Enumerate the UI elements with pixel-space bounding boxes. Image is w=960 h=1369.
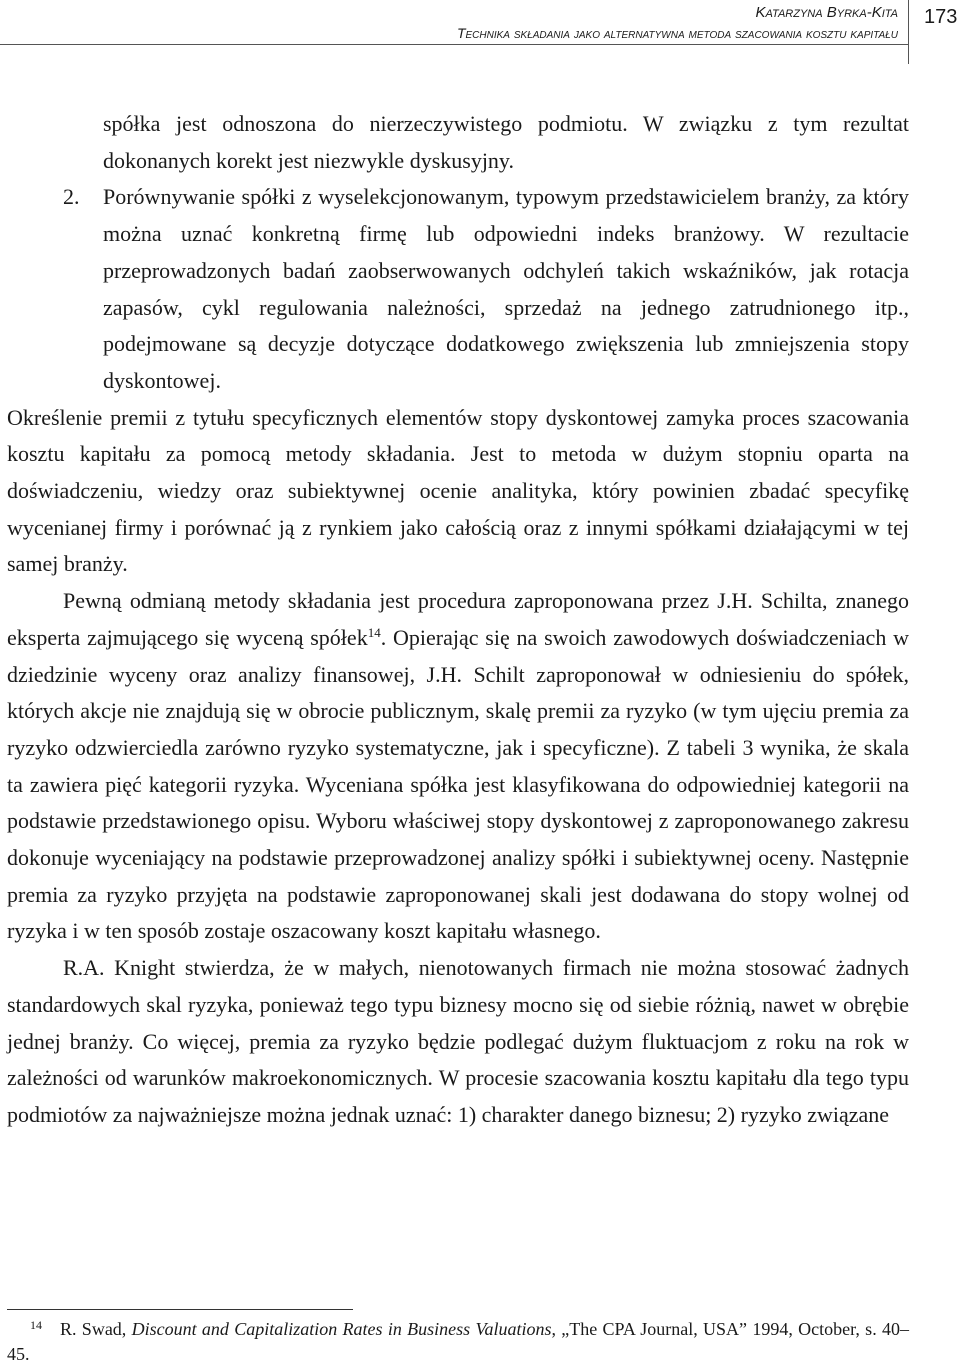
list-item-1-continuation: [7, 106, 909, 179]
footnote-number: 14: [30, 1318, 42, 1332]
footnote-14: [7, 1317, 909, 1367]
header-horizontal-rule: [0, 44, 909, 45]
list-item-2-number: 2.: [63, 184, 80, 210]
body-text: [7, 106, 909, 1134]
footnote-title: Discount and Capitalization Rates in Business Valuations: [131, 1319, 552, 1339]
header-author: Katarzyna Byrka-Kita: [755, 4, 898, 21]
header-title: Technika składania jako alternatywna metoda szacowania kosztu kapitału: [456, 25, 898, 41]
running-header: [457, 2, 898, 44]
footnote-author: R. Swad,: [60, 1319, 127, 1339]
paragraph-3: R.A. Knight stwierdza, że w małych, nienotowanych firmach nie można stosować żadnych standardowych skal ryzyka, ponieważ tego typu biznesy mocno się od siebie różnią, nawet w obrębie jednej branży. Co więcej, premia za ryzyko będzie podlegać dużym fluktuacjom z roku na rok w zależności od warunków makroekonomicznych. W procesie szacowania kosztu kapitału dla tego typu podmiotów za najważniejsze można jednak uznać: 1) charakter danego biznesu; 2) ryzyko związane: [7, 955, 909, 1127]
list-item-2: [7, 179, 909, 399]
paragraph-1: Określenie premii z tytułu specyficznych elementów stopy dyskontowej zamyka proces szacowania kosztu kapitału za pomocą metody składania. Jest to metoda w dużym stopniu oparta na doświadczeniu, wiedzy oraz subiektywnej ocenie analityka, który powinien zbadać specyfikę wycenianej firmy i porównać ją z rynkiem jako całością oraz z innymi spółkami działającymi w tej samej branży.: [7, 404, 909, 577]
list-item-2-text: Porównywanie spółki z wyselekcjonowanym, typowym przedstawicielem branży, za który można uznać konkretną firmę lub odpowiedni indeks branżowy. W rezultacie przeprowadzonych badań zaobserwowanych odchyleń takich wskaźników, jak rotacja zapasów, cykl regulowania należności, sprzedaż na jednego zatrudnionego itp., podejmowane są decyzje dotyczące dodatkowego zwiększenia lub zmniejszenia stopy dyskontowej.: [103, 184, 909, 393]
footnote-rule: [7, 1309, 353, 1310]
footnote-rest: , „The CPA Journal, USA” 1994, October, s. 40–45.: [7, 1319, 909, 1364]
page-number: 173: [924, 6, 958, 28]
paragraph-2: [7, 583, 909, 950]
header-vertical-rule: [908, 0, 909, 64]
footnote-reference-14[interactable]: 14: [367, 624, 381, 640]
paragraph-2-text-b: . Opierając się na swoich zawodowych doświadczeniach w dziedzinie wyceny oraz analizy finansowej, J.H. Schilt zaproponował w odniesieniu do spółek, których akcje nie znajdują się w obrocie publicznym, skalę premii za ryzyko (w tym ujęciu premia za ryzyko odzwierciedla zarówno ryzyko systematyczne, jak i specyficzne). Z tabeli 3 wynika, że skala ta zawiera pięć kategorii ryzyka. Wyceniana spółka jest klasyfikowana do odpowiedniej kategorii na podstawie przedstawionego opisu. Wyboru właściwej stopy dyskontowej z zaproponowanego zakresu dokonuje wyceniający na podstawie przeprowadzonej analizy spółki i subiektywnej oceny. Następnie premia za ryzyko przyjęta na podstawie zaproponowanej skali jest dodawana do stopy wolnej od ryzyka i w ten sposób zostaje oszacowany koszt kapitału własnego.: [7, 624, 910, 944]
paragraph-2-text-a: Pewną odmianą metody składania jest procedura zaproponowana przez J.H. Schilta, znanego eksperta zajmującego się wyceną spółek: [7, 588, 909, 650]
list-item-1-text: spółka jest odnoszona do nierzeczywistego podmiotu. W związku z tym rezultat dokonanych korekt jest niezwykle dyskusyjny.: [103, 111, 909, 173]
